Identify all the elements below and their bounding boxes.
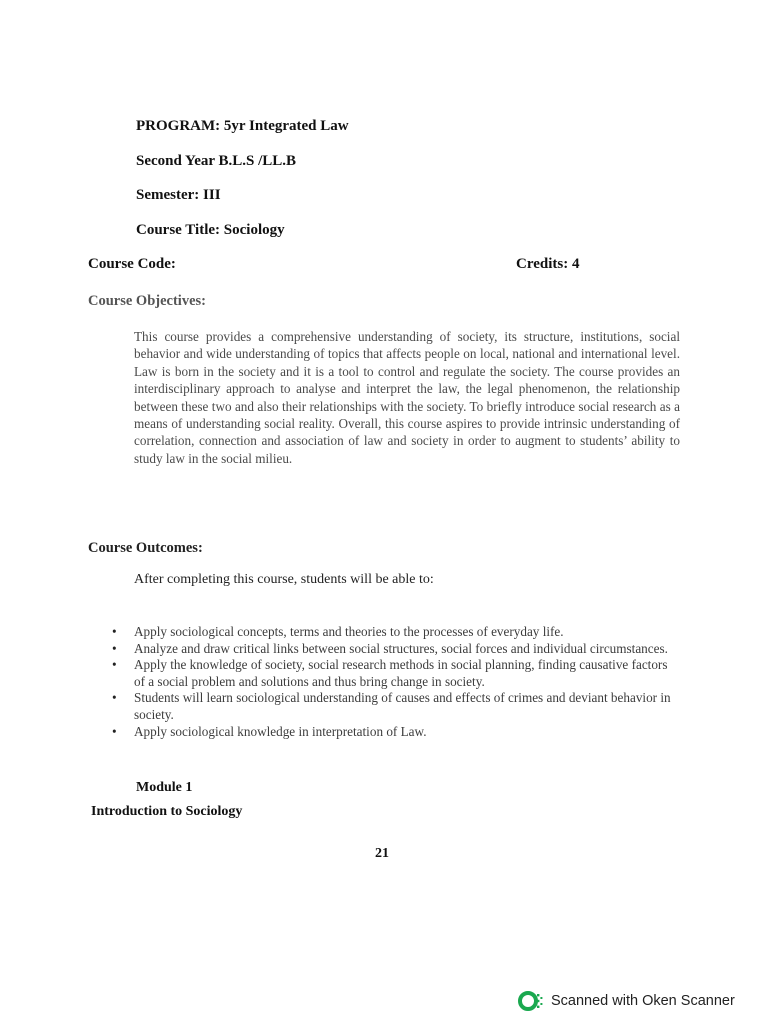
semester-line: Semester: III [136, 187, 221, 203]
list-item [108, 641, 680, 658]
list-item [108, 724, 680, 741]
outcome-text: Apply sociological knowledge in interpretation of Law. [134, 723, 427, 739]
bullet-icon: • [112, 690, 117, 706]
course-title-line: Course Title: Sociology [136, 222, 285, 238]
outcomes-heading: Course Outcomes: [88, 540, 203, 556]
bullet-icon: • [112, 624, 117, 639]
bullet-icon: • [112, 657, 117, 673]
scanner-watermark [517, 990, 735, 1012]
outcome-text: Apply the knowledge of society, social research methods in social planning, finding causative factors of a social problem and solutions and thus bring change in society. [134, 657, 668, 689]
oken-scanner-logo-icon [517, 990, 543, 1012]
outcomes-list [108, 624, 680, 740]
list-item [108, 657, 680, 690]
course-code-row [88, 256, 588, 273]
module-label: Module 1 [136, 780, 193, 795]
outcome-text: Analyze and draw critical links between social structures, social forces and individual circumstances. [134, 640, 668, 656]
objectives-paragraph: This course provides a comprehensive understanding of society, its structure, institutions, social behavior and wide understanding of topics that affects people on local, national and international level. Law is born in the society and it is a tool to control and regulate the society. The course provides an interdisciplinary approach to analyse and interpret the law, the legal phenomenon, the relationship between these two and also their relationships with the society. To briefly introduce social research as a means of understanding social reality. Overall, this course aspires to provide intrinsic understanding of correlation, connection and association of law and society in order to augment to students’ ability to study law in the social milieu. [134, 329, 680, 466]
objectives-heading: Course Objectives: [88, 293, 206, 309]
list-item [108, 690, 680, 723]
course-code-label: Course Code: [88, 256, 176, 272]
page-number: 21 [375, 846, 389, 861]
bullet-icon: • [112, 723, 117, 739]
credits-label: Credits: 4 [516, 256, 580, 272]
watermark-text: Scanned with Oken Scanner [551, 993, 735, 1009]
module-title: Introduction to Sociology [91, 804, 243, 819]
list-item [108, 624, 680, 641]
outcome-text: Apply sociological concepts, terms and theories to the processes of everyday life. [134, 624, 564, 639]
program-line: PROGRAM: 5yr Integrated Law [136, 118, 349, 134]
bullet-icon: • [112, 640, 117, 656]
outcome-text: Students will learn sociological understanding of causes and effects of crimes and deviant behavior in society. [134, 690, 671, 722]
outcomes-intro: After completing this course, students will be able to: [134, 572, 434, 587]
year-line: Second Year B.L.S /LL.B [136, 153, 297, 169]
